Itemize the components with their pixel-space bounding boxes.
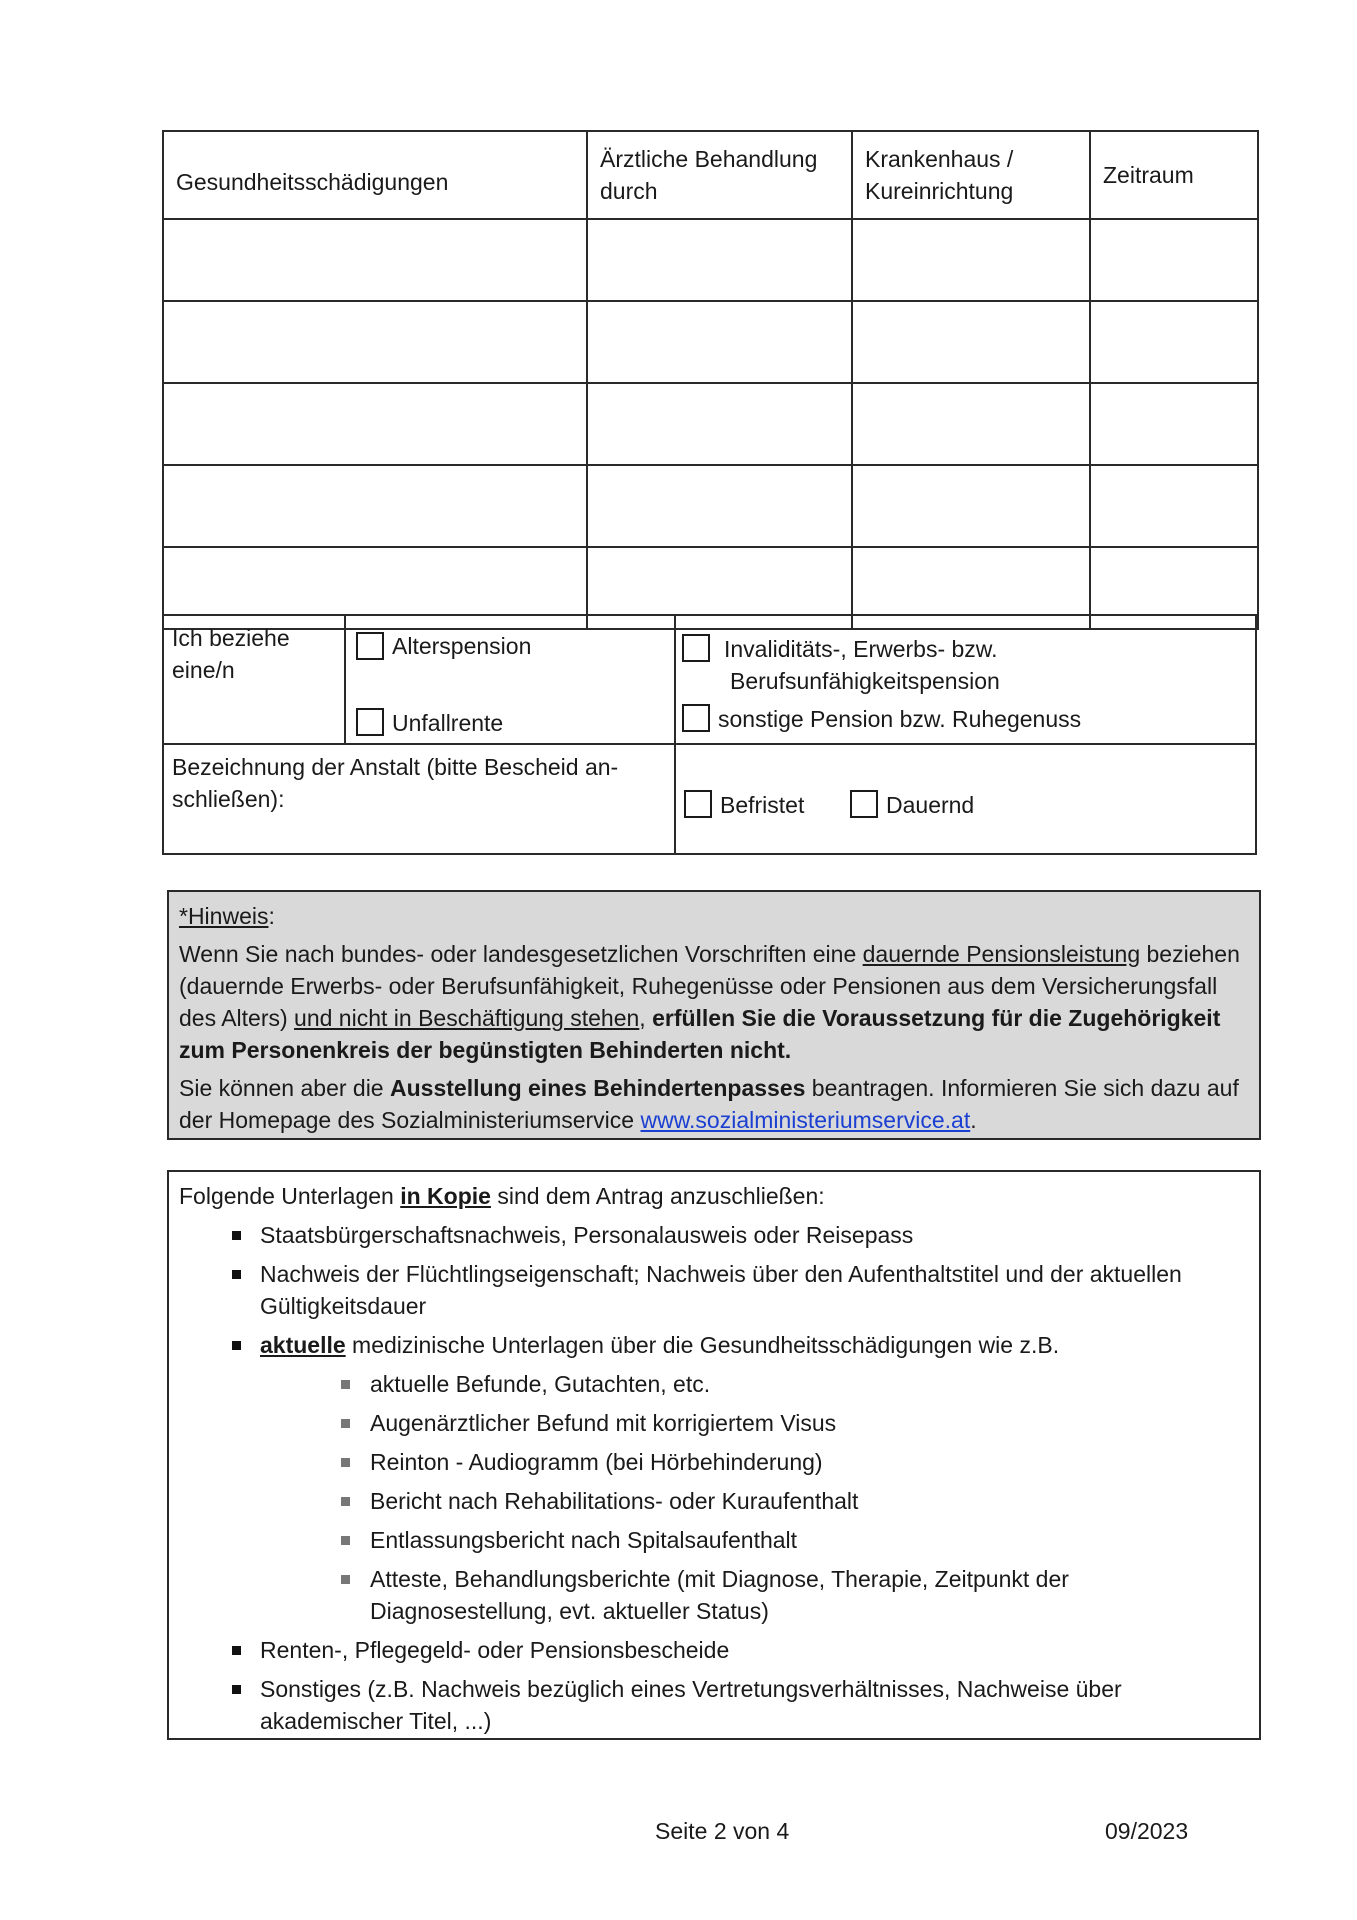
sub-list-item: Bericht nach Rehabilitations- oder Kuraufenthalt: [179, 1485, 1249, 1517]
cell-period[interactable]: [1090, 219, 1258, 301]
documents-box: [167, 1170, 1261, 1740]
note-underline-employment: und nicht in Beschäftigung stehen: [294, 1005, 640, 1031]
header-period: Zeitraum: [1090, 131, 1258, 219]
sub-list-item: Augenärztlicher Befund mit korrigiertem Visus: [179, 1407, 1249, 1439]
table-row: [163, 301, 1258, 383]
note-paragraph-1: [179, 938, 1249, 1066]
cell-health-damage[interactable]: [163, 465, 587, 547]
cell-period[interactable]: [1090, 383, 1258, 465]
alterspension-label: Alterspension: [392, 633, 532, 659]
unfallrente-checkbox[interactable]: [356, 708, 384, 736]
page-number: Seite 2 von 4: [655, 1818, 790, 1844]
cell-hospital[interactable]: [852, 219, 1090, 301]
note-text: .: [970, 1107, 977, 1133]
cell-treatment[interactable]: [587, 465, 852, 547]
item-aktuelle: aktuelle: [260, 1332, 346, 1358]
item-medical-text: medizinische Unterlagen über die Gesundheitsschädigungen wie z.B.: [345, 1332, 1060, 1358]
sonstige-pension-label: sonstige Pension bzw. Ruhegenuss: [718, 706, 1082, 732]
list-item: [179, 1329, 1249, 1361]
cell-treatment[interactable]: [587, 301, 852, 383]
pension-label: Ich beziehe eine/n: [172, 625, 290, 683]
duration-cell: [674, 743, 1257, 855]
table-header-row: [163, 131, 1258, 219]
header-health-damages: Gesundheitsschädigungen: [163, 131, 587, 219]
sonstige-pension-checkbox[interactable]: [682, 704, 710, 732]
note-text: beantragen. Informieren Sie sich dazu auf der Homepage des Sozialministeriumservice: [179, 1075, 1239, 1133]
note-underline-pension: dauernde Pensionsleistung: [862, 941, 1141, 967]
table-row: [163, 383, 1258, 465]
note-title: *Hinweis: [179, 903, 269, 929]
header-hospital: Krankenhaus / Kureinrichtung: [852, 131, 1090, 219]
pension-options-right-cell: [674, 614, 1257, 745]
note-paragraph-2: [179, 1072, 1249, 1136]
befristet-label: Befristet: [720, 792, 805, 818]
documents-intro: [179, 1180, 1249, 1212]
cell-health-damage[interactable]: [163, 219, 587, 301]
list-item: Renten-, Pflegegeld- oder Pensionsbescheide: [179, 1634, 1249, 1666]
form-date: 09/2023: [1105, 1818, 1189, 1844]
sub-list-item: Atteste, Behandlungsberichte (mit Diagnose, Therapie, Zeitpunkt der Diagnosestellung, evt. aktueller Status): [179, 1563, 1249, 1627]
dauernd-checkbox[interactable]: [850, 790, 878, 818]
documents-list: [179, 1219, 1249, 1737]
note-text: beziehen (dauernde Erwerbs- oder Berufsunfähigkeit, Ruhegenüsse oder Pensionen aus dem Versicherungsfall des Alters): [179, 941, 1240, 1031]
list-item: Staatsbürgerschaftsnachweis, Personalausweis oder Reisepass: [179, 1219, 1249, 1251]
dauernd-label: Dauernd: [886, 792, 975, 818]
pension-options-left-cell: [344, 614, 676, 745]
table-row: [163, 465, 1258, 547]
list-item: Sonstiges (z.B. Nachweis bezüglich eines Vertretungsverhältnisses, Nachweise über akademischer Titel, ...): [179, 1673, 1249, 1737]
cell-hospital[interactable]: [852, 465, 1090, 547]
cell-hospital[interactable]: [852, 383, 1090, 465]
institution-label: Bezeichnung der Anstalt (bitte Bescheid an-schließen):: [172, 754, 619, 812]
note-text: ,: [639, 1005, 653, 1031]
pension-label-cell: [162, 614, 346, 745]
cell-treatment[interactable]: [587, 383, 852, 465]
note-bold-pass: Ausstellung eines Behindertenpasses: [390, 1075, 806, 1101]
cell-period[interactable]: [1090, 465, 1258, 547]
cell-hospital[interactable]: [852, 301, 1090, 383]
list-item: Nachweis der Flüchtlingseigenschaft; Nachweis über den Aufenthaltstitel und der aktuellen Gültigkeitsdauer: [179, 1258, 1249, 1322]
cell-health-damage[interactable]: [163, 383, 587, 465]
befristet-checkbox[interactable]: [684, 790, 712, 818]
documents-intro-text: Folgende Unterlagen: [179, 1183, 401, 1209]
health-damages-table: [162, 130, 1259, 630]
sub-list-item: Entlassungsbericht nach Spitalsaufenthalt: [179, 1524, 1249, 1556]
institution-cell[interactable]: [162, 743, 676, 855]
invaliditaet-label-line1: Invaliditäts-, Erwerbs- bzw.: [724, 636, 998, 662]
cell-health-damage[interactable]: [163, 301, 587, 383]
invaliditaet-label-line2: Berufsunfähigkeitspension: [730, 668, 1000, 694]
note-bold-requirement: erfüllen Sie die Voraussetzung für die Zugehörigkeit zum Personenkreis der begünstigten Behinderten nicht.: [179, 1005, 1221, 1063]
cell-period[interactable]: [1090, 301, 1258, 383]
documents-intro-copy: in Kopie: [400, 1183, 491, 1209]
note-box: [167, 890, 1261, 1140]
header-medical-treatment: Ärztliche Behandlung durch: [587, 131, 852, 219]
documents-intro-text: sind dem Antrag anzuschließen:: [490, 1183, 825, 1209]
sozialministeriumservice-link[interactable]: www.sozialministeriumservice.at: [640, 1107, 971, 1133]
invaliditaet-checkbox[interactable]: [682, 634, 710, 662]
note-text: Wenn Sie nach bundes- oder landesgesetzlichen Vorschriften eine: [179, 941, 863, 967]
sub-list-item: Reinton - Audiogramm (bei Hörbehinderung): [179, 1446, 1249, 1478]
note-text: Sie können aber die: [179, 1075, 390, 1101]
table-row: [163, 219, 1258, 301]
unfallrente-label: Unfallrente: [392, 710, 504, 736]
alterspension-checkbox[interactable]: [356, 632, 384, 660]
cell-treatment[interactable]: [587, 219, 852, 301]
sub-list-item: aktuelle Befunde, Gutachten, etc.: [179, 1368, 1249, 1400]
note-title-line: *Hinweis:: [179, 903, 275, 929]
